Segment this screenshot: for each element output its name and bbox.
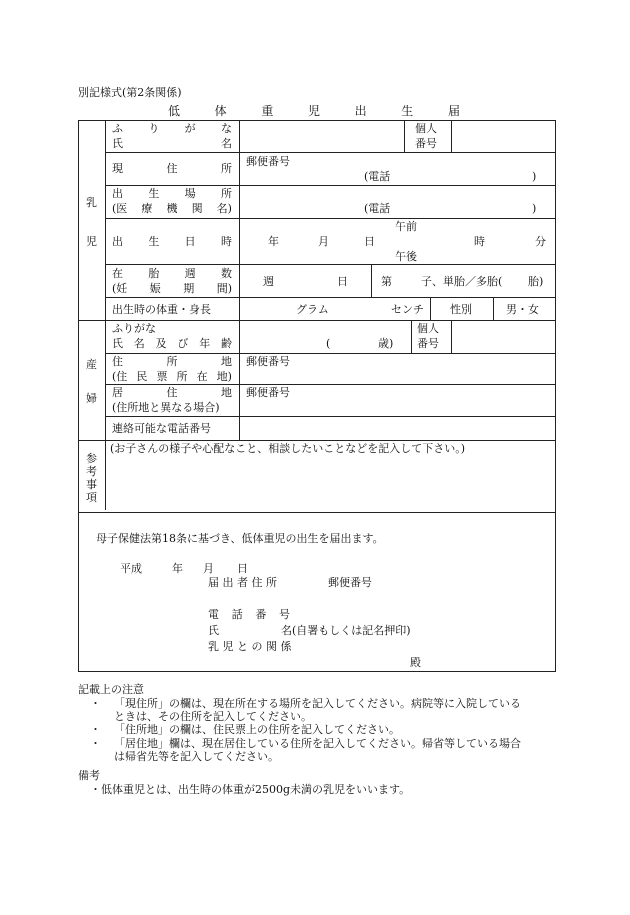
declaration-statement: 母子保健法第18条に基づき、低体重児の出生を届出ます。 — [96, 532, 384, 545]
hour-label: 時 — [474, 235, 485, 248]
personal-number-label: 番号 — [415, 137, 437, 150]
mother-furigana-label: ふりがな — [112, 322, 156, 335]
section-line — [78, 512, 556, 513]
remarks-field[interactable] — [106, 456, 555, 510]
pm-label: 午後 — [395, 250, 417, 263]
contact-phone-field[interactable] — [240, 417, 555, 439]
title-char: 重 — [261, 104, 274, 118]
phone-close: ) — [532, 170, 537, 183]
birth-order-field[interactable] — [372, 265, 555, 296]
section-divider — [105, 120, 106, 510]
weight-height-field[interactable] — [240, 298, 429, 319]
current-address-field[interactable] — [240, 153, 555, 184]
multiple-birth-label: 子、単胎／多胎( — [421, 275, 503, 288]
section-line — [78, 440, 556, 441]
residence-field[interactable] — [240, 385, 555, 415]
title-char: 出 — [354, 104, 367, 118]
postal-code-label: 郵便番号 — [246, 386, 290, 399]
postal-code-label: 郵便番号 — [246, 155, 290, 168]
notifier-name-label: 氏 — [208, 624, 219, 637]
residence-note: (住所地と異なる場合) — [112, 401, 220, 414]
age-close: 歳) — [378, 337, 394, 350]
title-char: 生 — [401, 104, 414, 118]
section-label-infant: 児 — [86, 235, 97, 248]
am-label: 午前 — [395, 220, 417, 233]
minute-label: 分 — [535, 235, 546, 248]
birth-datetime-field[interactable] — [240, 219, 555, 263]
gestation-field[interactable] — [240, 265, 370, 296]
section-label-mother: 婦 — [86, 392, 97, 405]
week-label: 週 — [263, 275, 274, 288]
birthplace-field[interactable] — [240, 186, 555, 217]
bikou-text: ・低体重児とは、出生時の体重が2500g未満の乳児をいいます。 — [90, 783, 411, 796]
sex-label: 性別 — [450, 303, 472, 316]
era-label: 平成 — [120, 562, 142, 575]
birth-datetime-label: 出 生 日 時 — [112, 235, 232, 248]
title-char: 届 — [447, 104, 460, 118]
section-label-infant: 乳 — [86, 196, 97, 209]
residence-label: 居 住 地 — [112, 386, 232, 399]
name-label: 氏 名 — [112, 137, 232, 150]
personal-number-label: 番号 — [417, 337, 439, 350]
cell-divider — [404, 120, 405, 152]
pregnancy-period-label: (妊 娠 期 間) — [112, 282, 232, 295]
gestation-label: 在 胎 週 数 — [112, 267, 232, 280]
day-label: 日 — [364, 235, 375, 248]
form-title — [168, 104, 460, 118]
gestation-day-label: 日 — [337, 275, 348, 288]
note-bullet: ・ — [90, 737, 101, 750]
notes-heading: 記載上の注意 — [78, 683, 144, 696]
signature-note: 名(自署もしくは記名押印) — [281, 624, 411, 637]
infant-personal-number-field[interactable] — [452, 121, 555, 151]
note-text: ときは、その住所を記入してください。 — [114, 710, 312, 723]
mother-name-age-label: 氏 名 及 び 年 齢 — [112, 337, 232, 350]
year-label: 年 — [172, 562, 183, 575]
birthplace-label: 出 生 場 所 — [112, 187, 232, 200]
year-label: 年 — [268, 235, 279, 248]
note-bullet: ・ — [90, 697, 101, 710]
relation-label: 乳 児 と の 関 係 — [208, 640, 292, 653]
title-char: 低 — [168, 104, 181, 118]
current-address-label: 現 住 所 — [112, 162, 232, 175]
title-char: 児 — [307, 104, 320, 118]
cell-divider — [493, 297, 494, 320]
phone-close: ) — [532, 202, 537, 215]
note-text: 「現住所」の欄は、現在所在する場所を記入してください。病院等に入院している — [114, 697, 521, 710]
remarks-instruction: (お子さんの様子や心配なこと、相談したいことなどを記入して下さい。) — [110, 442, 466, 455]
note-bullet: ・ — [90, 723, 101, 736]
postal-code-label: 郵便番号 — [328, 576, 372, 589]
note-text: は帰省先等を記入してください。 — [114, 750, 279, 763]
personal-number-label: 個人 — [415, 122, 437, 135]
bikou-heading: 備考 — [78, 769, 100, 782]
day-label: 日 — [237, 562, 248, 575]
mother-address-field[interactable] — [240, 354, 555, 383]
addressee-honorific: 殿 — [410, 656, 421, 669]
month-label: 月 — [203, 562, 214, 575]
note-text: 「居住地」欄は、現在居住している住所を記入してください。帰省等している場合 — [114, 737, 521, 750]
cell-divider — [411, 320, 412, 353]
institution-label: (医 療 機 関 名) — [112, 202, 232, 215]
notifier-address-label: 届 出 者 住 所 — [208, 576, 277, 589]
mother-address-label: 住 所 地 — [112, 355, 232, 368]
contact-phone-label: 連絡可能な電話番号 — [112, 422, 211, 435]
form-reference: 別記様式(第2条関係) — [78, 86, 182, 99]
centimeter-label: センチ — [391, 303, 424, 316]
gram-label: グラム — [296, 303, 329, 316]
furigana-label: ふ り が な — [112, 122, 232, 135]
remarks-label: 参 考 事 項 — [86, 452, 97, 504]
phone-label: (電話 — [364, 170, 391, 183]
section-label-mother: 産 — [86, 358, 97, 371]
age-open: ( — [326, 337, 331, 350]
personal-number-label: 個人 — [417, 322, 439, 335]
infant-name-field[interactable] — [240, 121, 403, 151]
mother-personal-number-field[interactable] — [452, 321, 555, 352]
weight-height-label: 出生時の体重・身長 — [112, 303, 211, 316]
birth-order-label: 第 — [381, 275, 392, 288]
notifier-phone-label: 電 話 番 号 — [208, 608, 290, 621]
postal-code-label: 郵便番号 — [246, 355, 290, 368]
cell-divider — [430, 297, 431, 320]
month-label: 月 — [318, 235, 329, 248]
note-text: 「住所地」の欄は、住民票上の住所を記入してください。 — [114, 723, 400, 736]
title-char: 体 — [214, 104, 227, 118]
registry-address-label: (住 民 票 所 在 地) — [112, 370, 232, 383]
multiple-birth-close: 胎) — [528, 275, 544, 288]
sex-options[interactable]: 男・女 — [506, 303, 539, 316]
mother-name-field[interactable] — [240, 321, 410, 352]
phone-label: (電話 — [364, 202, 391, 215]
